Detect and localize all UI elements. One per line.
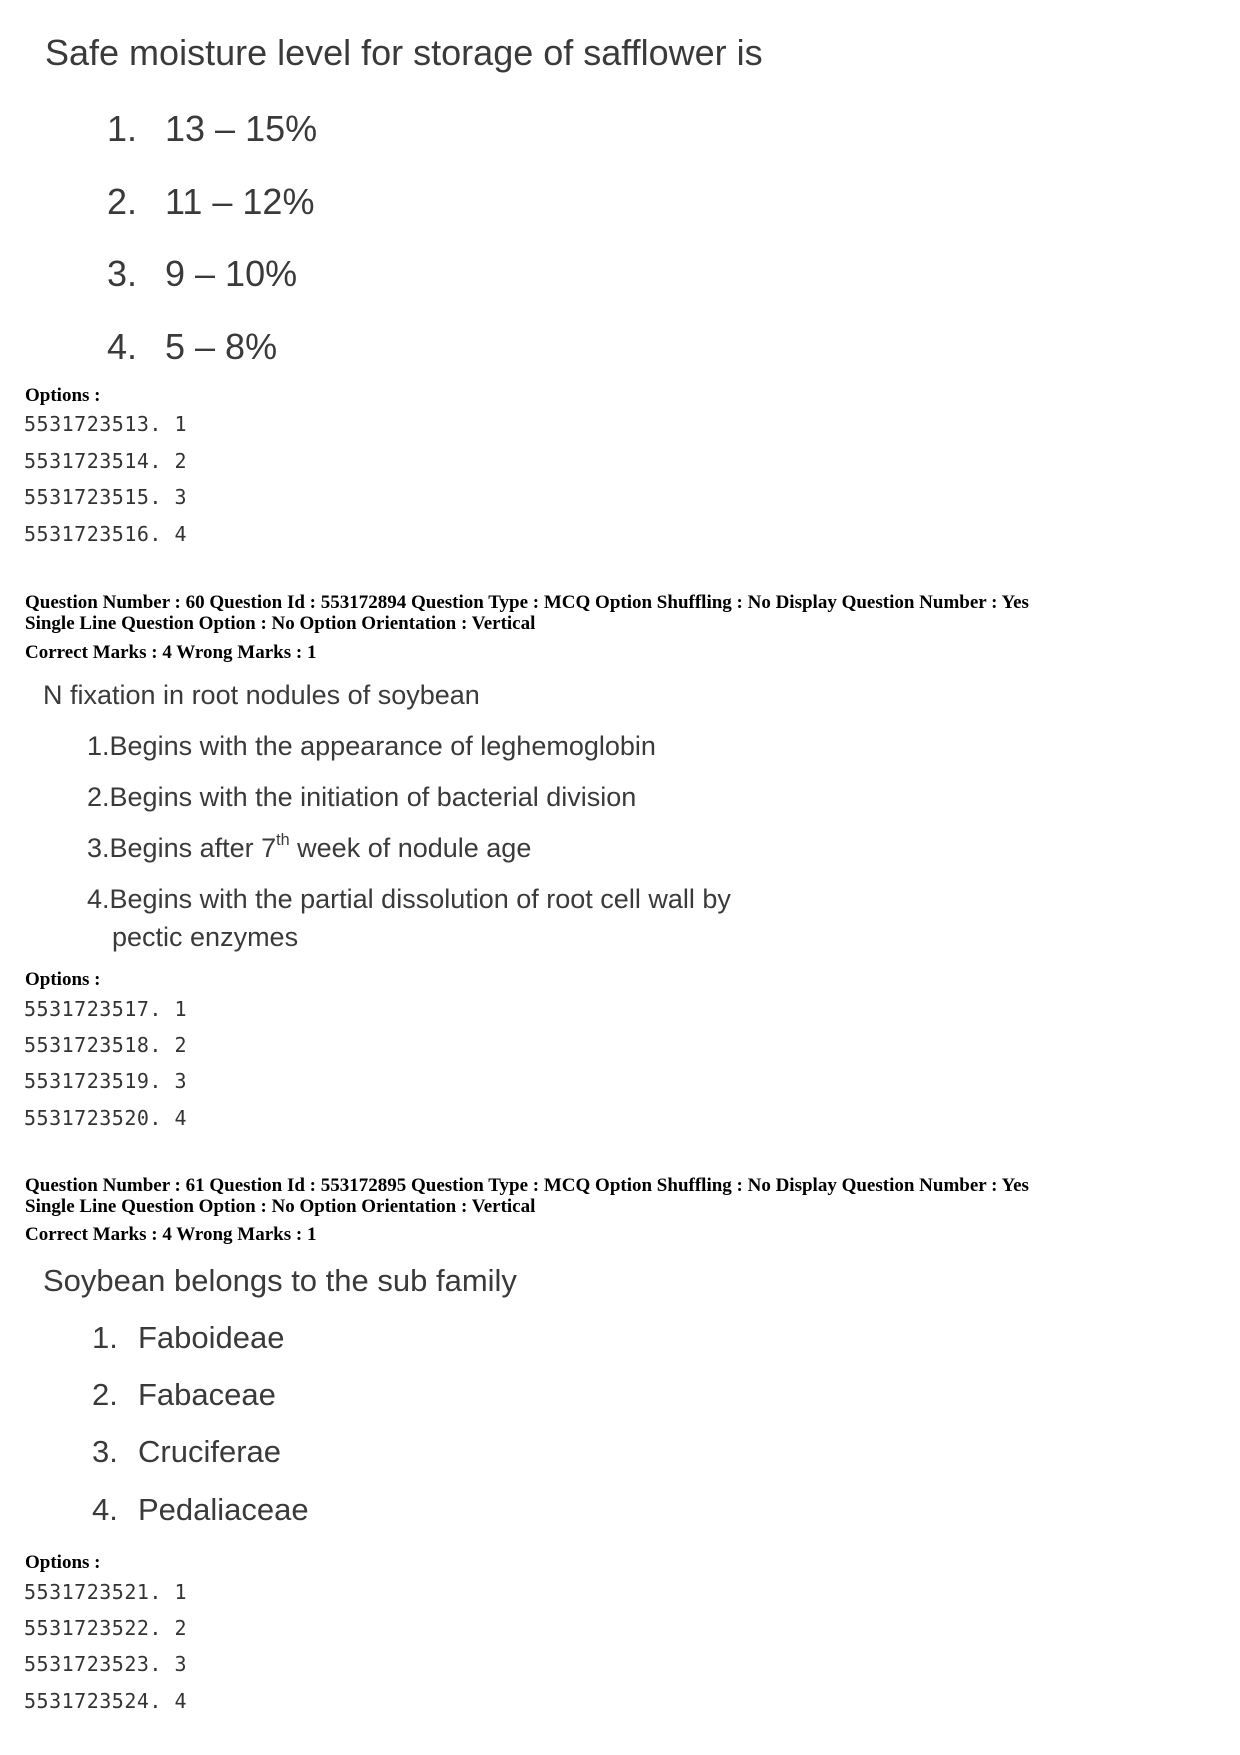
choice-text: Begins with the partial dissolution of root cell wall by [109,884,731,914]
options-label: Options : [25,385,101,406]
choice-number: 3. [87,833,110,863]
choice-text: 13 – 15% [165,108,318,149]
choice-3 [87,830,532,864]
choice-number: 4. [107,326,138,367]
choice-2 [107,181,314,223]
choice-text-before: Begins after 7 [109,833,277,863]
option-code: 5531723515. 3 [24,485,188,509]
choice-number: 4. [92,1492,118,1527]
choice-number: 1. [87,731,110,761]
option-code: 5531723517. 1 [24,997,188,1021]
choice-text: 9 – 10% [165,253,298,294]
choice-number: 2. [92,1377,118,1412]
choice-number: 4. [87,884,110,914]
choice-number: 1. [107,108,138,149]
option-code: 5531723523. 3 [24,1652,188,1676]
question-marks: Correct Marks : 4 Wrong Marks : 1 [25,642,317,663]
choice-2 [92,1377,276,1413]
choice-text-sup: th [276,830,290,849]
option-code: 5531723516. 4 [24,522,188,546]
question-marks: Correct Marks : 4 Wrong Marks : 1 [25,1224,317,1245]
choice-text: Cruciferae [138,1434,281,1469]
option-code: 5531723519. 3 [24,1069,188,1093]
choice-4-continuation: pectic enzymes [112,922,299,952]
choice-text: Faboideae [138,1320,285,1355]
option-code: 5531723514. 2 [24,449,188,473]
option-code: 5531723518. 2 [24,1033,188,1057]
option-code: 5531723513. 1 [24,412,188,436]
choice-4 [92,1492,309,1528]
question-stem: Safe moisture level for storage of safflower is [45,32,763,73]
question-header-line1: Question Number : 60 Question Id : 553172894 Question Type : MCQ Option Shuffling : No Display Question Number : Yes [25,592,1029,613]
choice-text: Pedaliaceae [138,1492,309,1527]
choice-text: Begins with the appearance of leghemoglobin [109,731,656,761]
choice-4 [107,326,277,368]
options-label: Options : [25,969,101,990]
choice-number: 1. [92,1320,118,1355]
option-code: 5531723522. 2 [24,1616,188,1640]
question-stem: N fixation in root nodules of soybean [43,680,480,710]
choice-3 [107,253,297,295]
choice-text: Begins with the initiation of bacterial division [109,782,637,812]
choice-3 [92,1434,281,1470]
choice-text-after: week of nodule age [289,833,532,863]
choice-text: 5 – 8% [165,326,278,367]
choice-number: 3. [107,253,138,294]
choice-number: 2. [107,181,138,222]
choice-number: 3. [92,1434,118,1469]
choice-4 [87,884,731,915]
choice-2 [87,782,636,813]
question-header-line1: Question Number : 61 Question Id : 553172895 Question Type : MCQ Option Shuffling : No Display Question Number : Yes [25,1175,1029,1196]
question-stem: Soybean belongs to the sub family [43,1263,517,1298]
choice-text: 11 – 12% [165,181,315,222]
choice-number: 2. [87,782,110,812]
question-header-line2: Single Line Question Option : No Option Orientation : Vertical [25,1196,536,1217]
choice-1 [92,1320,285,1356]
choice-text: Fabaceae [138,1377,276,1412]
choice-1 [87,731,656,762]
options-label: Options : [25,1552,101,1573]
option-code: 5531723524. 4 [24,1689,188,1713]
option-code: 5531723521. 1 [24,1580,188,1604]
choice-1 [107,108,317,150]
question-header-line2: Single Line Question Option : No Option Orientation : Vertical [25,613,536,634]
option-code: 5531723520. 4 [24,1106,188,1130]
